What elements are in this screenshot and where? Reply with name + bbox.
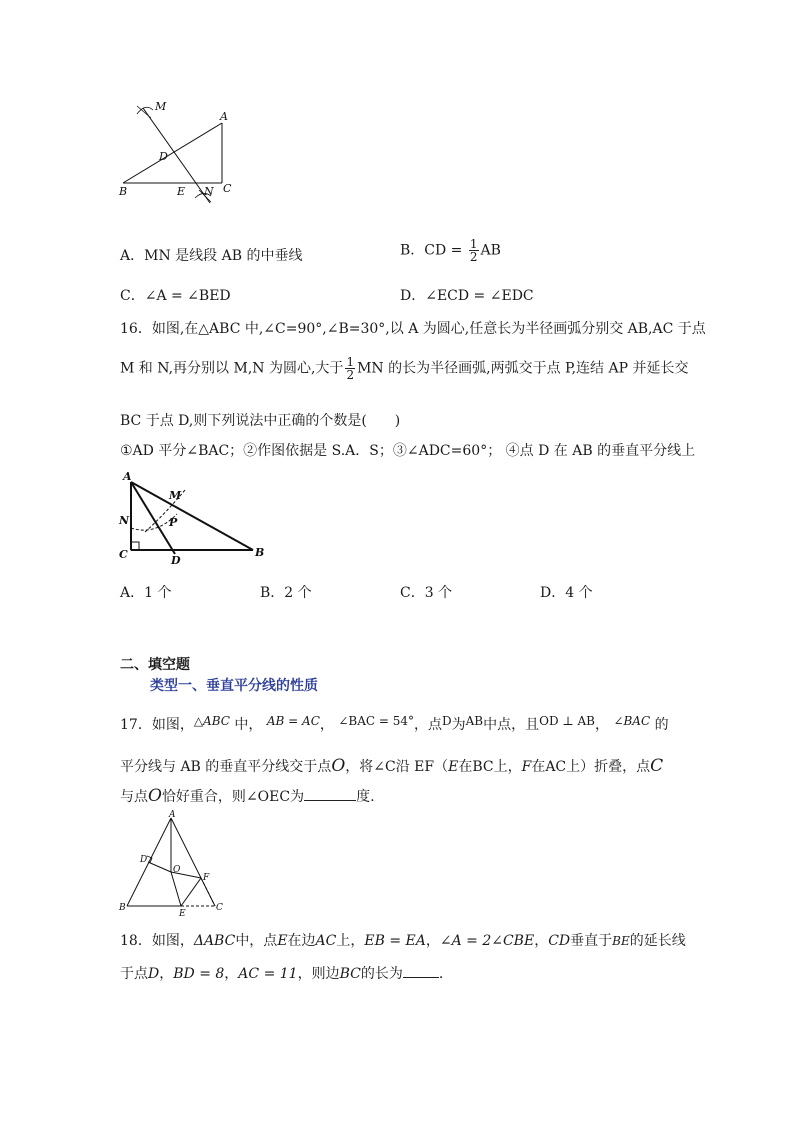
fig16-label-a: A [123, 470, 132, 483]
section-title: 二、填空题 [120, 657, 190, 673]
q16-option-a[interactable]: A．1 个 [120, 585, 172, 601]
q16-option-d[interactable]: D．4 个 [540, 585, 593, 601]
q15-option-b[interactable] [400, 238, 501, 263]
fig16-label-d: D [171, 554, 181, 565]
fig16-label-n: N [119, 514, 130, 527]
q16-option-c[interactable]: C．3 个 [400, 585, 453, 601]
q16-line-4: ①AD 平分∠BAC；②作图依据是 S.A．S；③∠ADC=60°； ④点 D 在 AB 的垂直平分线上 [120, 443, 696, 459]
q15-option-b-fraction: $\frac{1}{2}$ [469, 237, 478, 264]
q17-line-3: 与点O恰好重合，则∠OEC为 度. [120, 786, 375, 806]
q16-option-b[interactable]: B．2 个 [260, 585, 312, 601]
fig17-label-d: D [140, 855, 148, 865]
q16-line-1: 16．如图,在△ABC 中,∠C=90°,∠B=30°,以 A 为圆心,任意长为半径画弧分别交 AB,AC 于点 [120, 321, 706, 337]
fig17-label-o: O [173, 865, 181, 875]
fig17-label-c: C [216, 903, 223, 913]
q18-line-2: 于点D，BD = 8，AC = 11，则边BC的长为 . [120, 966, 444, 982]
fig16-label-b: B [255, 546, 265, 559]
q15-option-b-suffix: AB [480, 242, 501, 259]
figure-q16 [115, 470, 270, 565]
fig16-label-m: M [169, 489, 182, 502]
figure-q17 [115, 810, 230, 920]
q15-option-b-prefix: B．CD = [400, 242, 467, 259]
fig15-label-b: B [119, 185, 128, 198]
figure-q15 [115, 98, 240, 213]
q16-line-3: BC 于点 D,则下列说法中正确的个数是( ) [120, 413, 401, 429]
fig16-label-p: P [169, 516, 178, 529]
fig15-label-n: N [204, 185, 214, 198]
fig17-label-b: B [119, 903, 126, 913]
q15-option-a[interactable]: A．MN 是线段 AB 的中垂线 [120, 248, 303, 264]
q18-answer-blank[interactable] [403, 977, 439, 978]
fig17-label-f: F [203, 873, 210, 883]
q18-line-1: 18．如图，ΔABC中，点E在边AC上，EB = EA，∠A = 2∠CBE，CD垂直于BE的延长线 [120, 933, 686, 949]
q17-line-2: 平分线与 AB 的垂直平分线交于点O，将∠C沿 EF（E在BC上，F在AC上）折叠，点C [120, 756, 664, 776]
fig16-label-c: C [119, 548, 128, 561]
fig15-label-d: D [159, 150, 168, 163]
fig17-label-a: A [169, 810, 176, 820]
q17-line-1: 17．如图，△ABC 中， AB = AC， ∠BAC = 54°，点D为AB中点，且OD ⊥ AB， ∠BAC 的 [120, 714, 669, 733]
fig15-label-m: M [155, 100, 167, 113]
q15-option-c[interactable]: C．∠A = ∠BED [120, 288, 231, 304]
fig15-label-a: A [220, 110, 228, 123]
q16-fraction: $\frac{1}{2}$ [346, 355, 355, 382]
fig15-label-e: E [177, 185, 186, 198]
q15-option-d[interactable]: D．∠ECD = ∠EDC [400, 288, 534, 304]
section-subtitle: 类型一、垂直平分线的性质 [150, 678, 318, 694]
q17-answer-blank[interactable] [304, 800, 356, 801]
fig15-label-c: C [223, 182, 232, 195]
q16-line-2: M 和 N,再分别以 M,N 为圆心,大于 $\frac{1}{2}$ MN 的长为半径画弧,两弧交于点 P,连结 AP 并延长交 [120, 355, 689, 382]
fig17-label-e: E [179, 909, 186, 919]
